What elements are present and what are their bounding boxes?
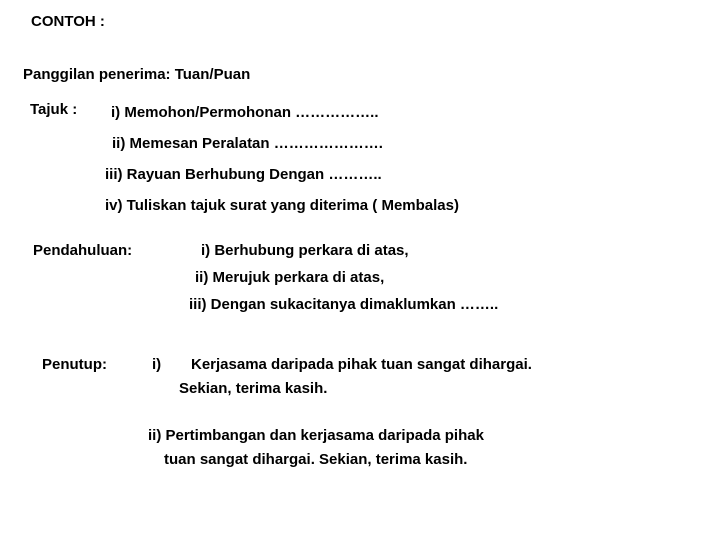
penutup-item-1-number: i)	[152, 356, 162, 373]
pendahuluan-label: Pendahuluan:	[33, 242, 133, 259]
pendahuluan-item-3: iii) Dengan sukacitanya dimaklumkan ……..	[189, 296, 499, 313]
tajuk-label: Tajuk :	[30, 101, 78, 118]
penutup-item-2-line-1: ii) Pertimbangan dan kerjasama daripada pihak	[148, 427, 484, 444]
tajuk-item-2: ii) Memesan Peralatan ………………….	[112, 135, 383, 152]
pendahuluan-item-1: i) Berhubung perkara di atas,	[201, 242, 409, 259]
pendahuluan-item-2: ii) Merujuk perkara di atas,	[195, 269, 385, 286]
penutup-item-1-line-2: Sekian, terima kasih.	[179, 380, 328, 397]
tajuk-item-3: iii) Rayuan Berhubung Dengan ………..	[105, 166, 382, 183]
penutup-item-2-line-2: tuan sangat dihargai. Sekian, terima kasih.	[164, 451, 468, 468]
panggilan-penerima: Panggilan penerima: Tuan/Puan	[23, 66, 251, 83]
heading: CONTOH :	[31, 13, 105, 30]
tajuk-item-1: i) Memohon/Permohonan ……………..	[111, 104, 379, 121]
penutup-label: Penutup:	[42, 356, 107, 373]
tajuk-item-4: iv) Tuliskan tajuk surat yang diterima ( Membalas)	[105, 197, 459, 214]
penutup-item-1-line-1: Kerjasama daripada pihak tuan sangat dihargai.	[191, 356, 532, 373]
